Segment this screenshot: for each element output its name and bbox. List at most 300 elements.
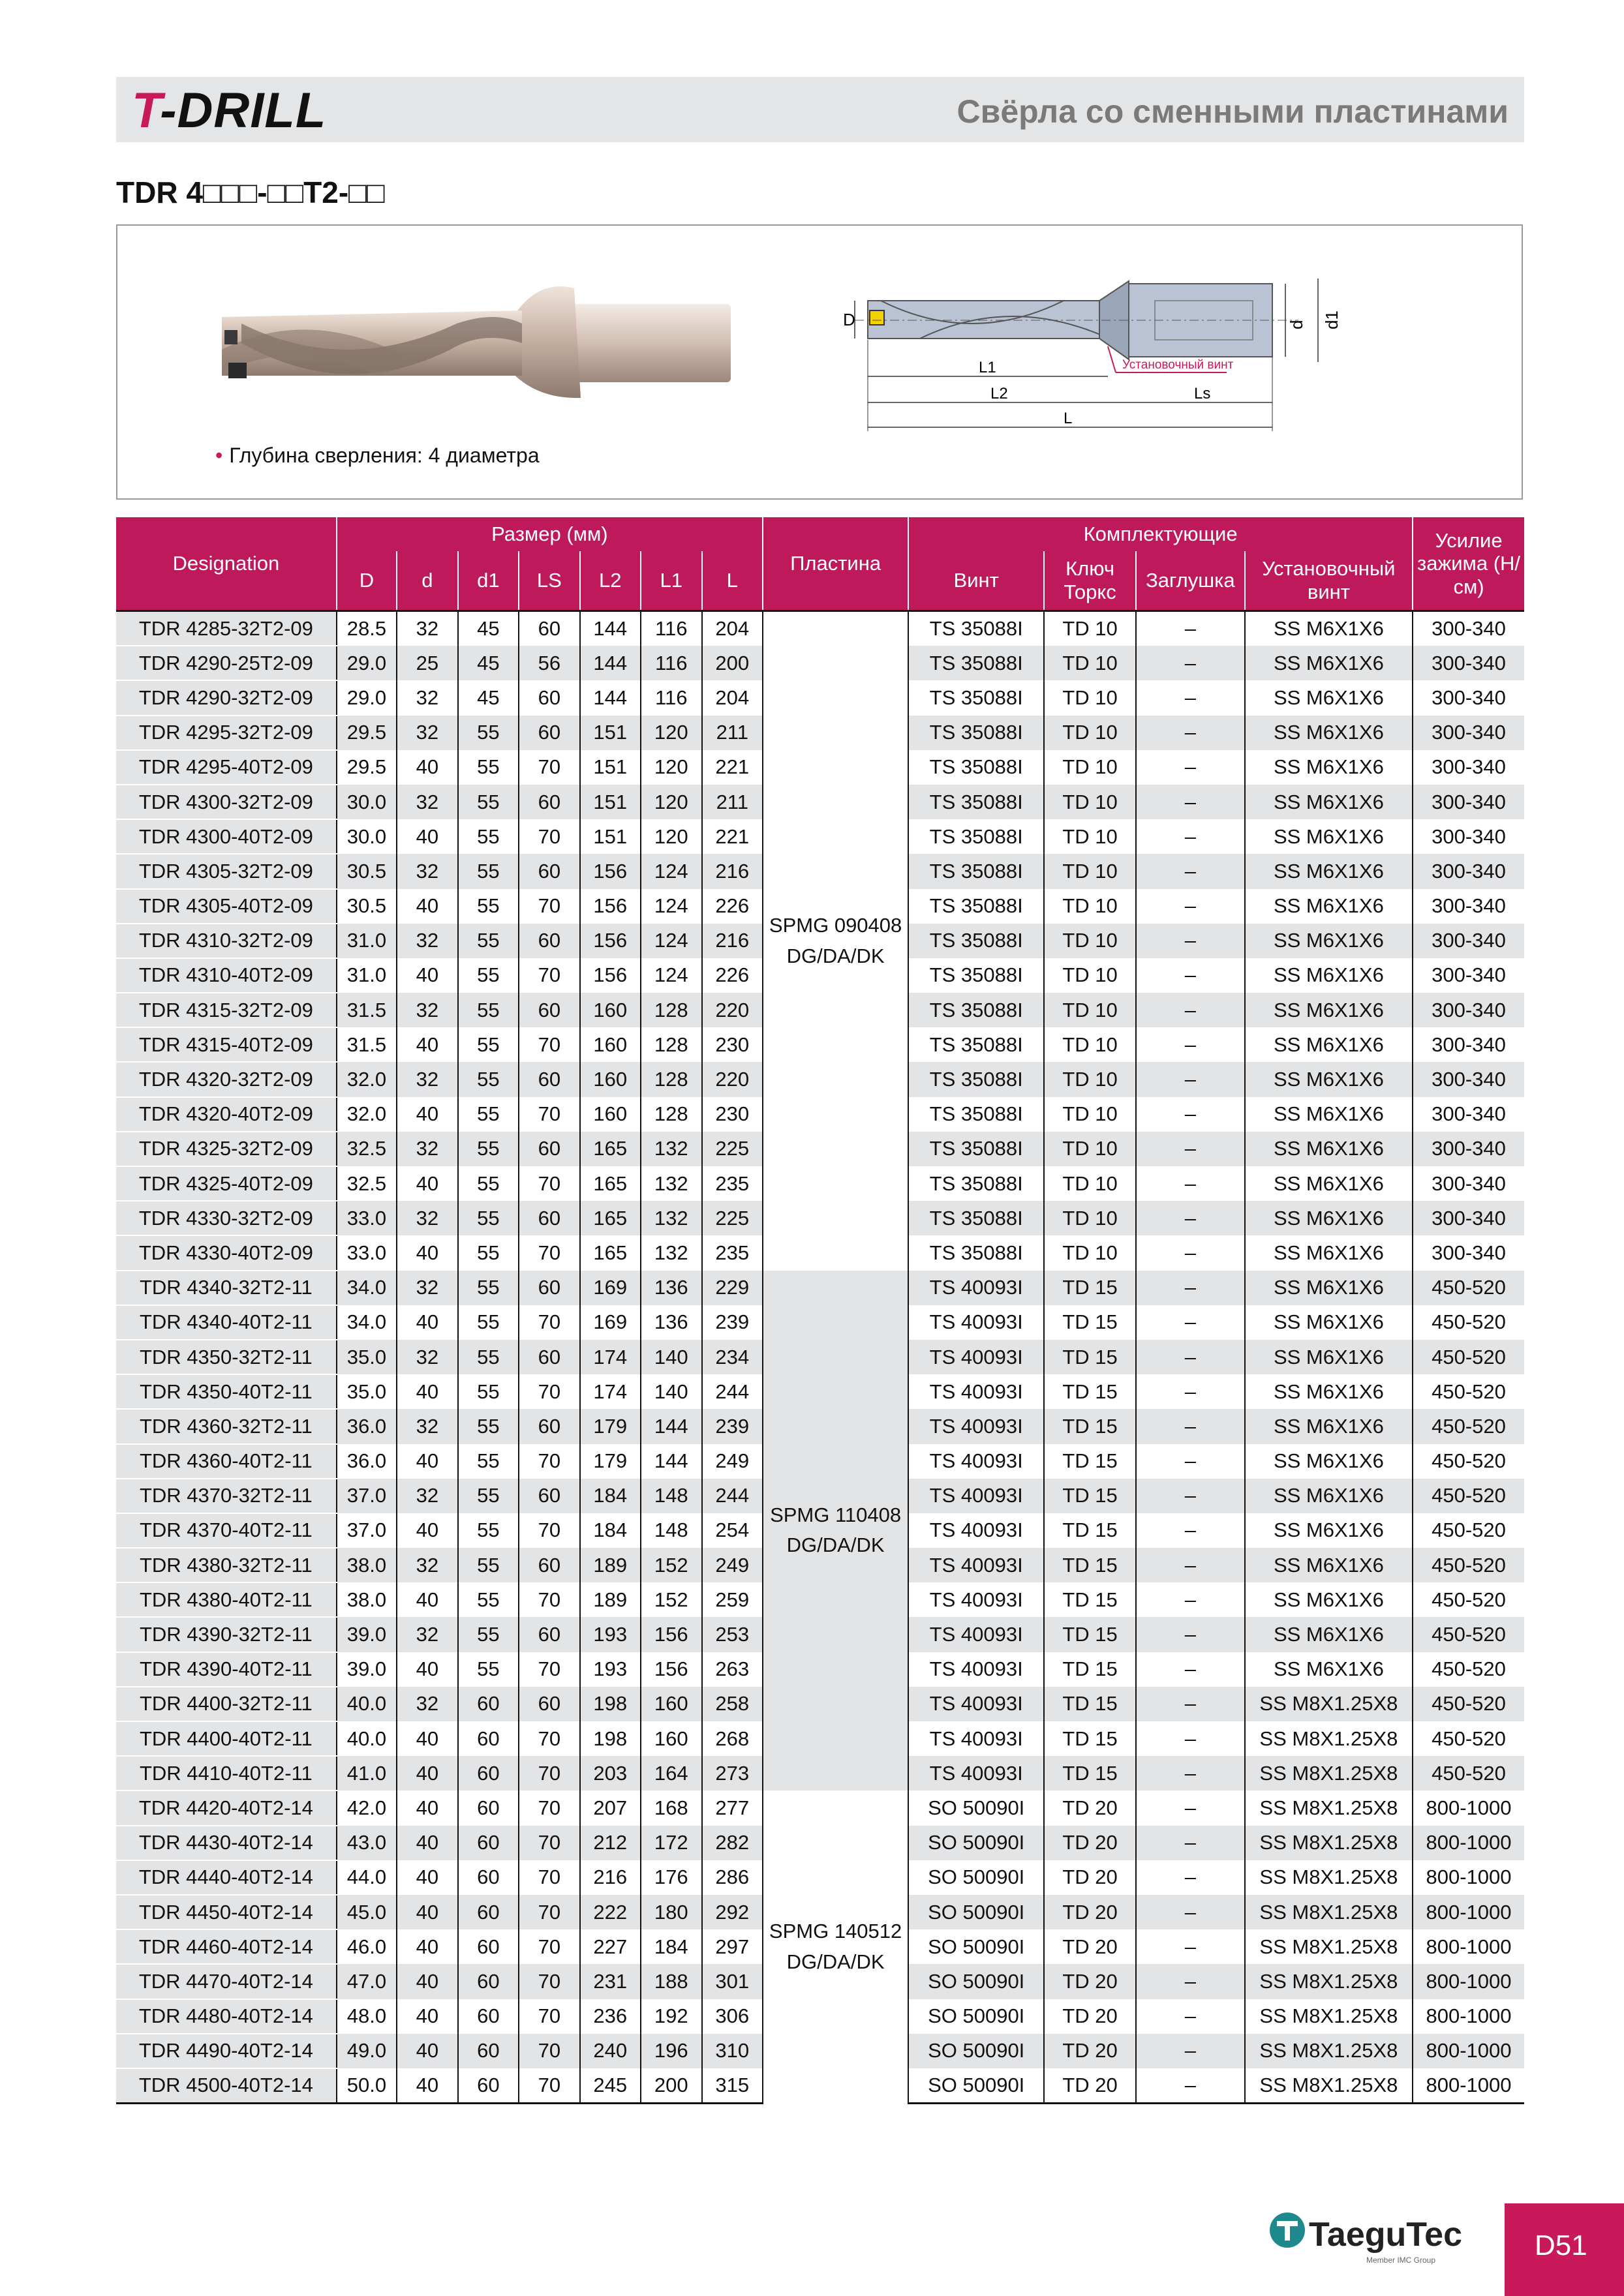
cell-L: 216 (702, 924, 763, 958)
cell-L1: 124 (641, 889, 701, 924)
cell-L1: 156 (641, 1652, 701, 1687)
cell-screw: TS 40093I (908, 1409, 1044, 1443)
cell-plug: – (1136, 889, 1245, 924)
cell-L1: 180 (641, 1895, 701, 1929)
col-insert: Пластина (763, 517, 908, 611)
cell-clamping-force: 800-1000 (1413, 2068, 1524, 2104)
cell-plug: – (1136, 1721, 1245, 1756)
cell-screw: TS 40093I (908, 1756, 1044, 1790)
cell-torx-key: TD 15 (1044, 1617, 1136, 1652)
cell-d1: 60 (458, 1999, 519, 2034)
cell-plug: – (1136, 1790, 1245, 1825)
cell-plug: – (1136, 2034, 1245, 2068)
cell-L: 221 (702, 750, 763, 785)
cell-L2: 240 (580, 2034, 641, 2068)
col-plug: Заглушка (1136, 551, 1245, 611)
cell-L: 235 (702, 1235, 763, 1270)
cell-d: 40 (397, 1929, 457, 1964)
cell-L2: 179 (580, 1444, 641, 1479)
cell-clamping-force: 450-520 (1413, 1548, 1524, 1582)
cell-plug: – (1136, 1201, 1245, 1235)
cell-clamping-force: 450-520 (1413, 1444, 1524, 1479)
cell-L1: 140 (641, 1374, 701, 1409)
cell-L2: 179 (580, 1409, 641, 1443)
technical-drawing (842, 275, 1507, 444)
table-body (116, 611, 1524, 2104)
cell-D: 38.0 (337, 1582, 397, 1617)
cell-L2: 165 (580, 1132, 641, 1166)
col-LS: LS (519, 551, 579, 611)
cell-plug: – (1136, 1062, 1245, 1096)
header-bar (116, 77, 1524, 142)
cell-d: 40 (397, 1964, 457, 1999)
cell-screw: SO 50090I (908, 1826, 1044, 1860)
cell-designation: TDR 4370-32T2-11 (116, 1479, 337, 1513)
cell-clamping-force: 300-340 (1413, 1027, 1524, 1062)
cell-LS: 70 (519, 1235, 579, 1270)
cell-screw: TS 40093I (908, 1479, 1044, 1513)
cell-L2: 174 (580, 1374, 641, 1409)
cell-L: 249 (702, 1444, 763, 1479)
cell-torx-key: TD 20 (1044, 1999, 1136, 2034)
cell-d1: 55 (458, 1513, 519, 1548)
cell-screw: TS 40093I (908, 1721, 1044, 1756)
cell-set-screw: SS M6X1X6 (1245, 1548, 1413, 1582)
cell-LS: 70 (519, 1513, 579, 1548)
cell-torx-key: TD 20 (1044, 1895, 1136, 1929)
cell-clamping-force: 300-340 (1413, 1166, 1524, 1201)
cell-L: 286 (702, 1860, 763, 1895)
cell-d1: 55 (458, 924, 519, 958)
cell-L: 229 (702, 1271, 763, 1305)
cell-L1: 152 (641, 1548, 701, 1582)
cell-d1: 55 (458, 1062, 519, 1096)
cell-designation: TDR 4300-40T2-09 (116, 819, 337, 854)
cell-d: 40 (397, 1652, 457, 1687)
cell-screw: TS 35088I (908, 646, 1044, 680)
cell-d1: 55 (458, 1548, 519, 1582)
cell-d: 40 (397, 1826, 457, 1860)
cell-d1: 60 (458, 1826, 519, 1860)
dim-Ls-label: Ls (1194, 385, 1211, 402)
cell-LS: 60 (519, 854, 579, 888)
cell-clamping-force: 300-340 (1413, 819, 1524, 854)
cell-L1: 132 (641, 1132, 701, 1166)
cell-plug: – (1136, 1305, 1245, 1340)
cell-LS: 70 (519, 1999, 579, 2034)
cell-D: 30.0 (337, 785, 397, 819)
cell-set-screw: SS M6X1X6 (1245, 1479, 1413, 1513)
cell-L1: 144 (641, 1409, 701, 1443)
cell-torx-key: TD 15 (1044, 1687, 1136, 1721)
cell-LS: 70 (519, 1721, 579, 1756)
cell-plug: – (1136, 1409, 1245, 1443)
cell-torx-key: TD 10 (1044, 750, 1136, 785)
cell-d1: 55 (458, 1097, 519, 1132)
cell-set-screw: SS M6X1X6 (1245, 1132, 1413, 1166)
cell-designation: TDR 4325-32T2-09 (116, 1132, 337, 1166)
cell-set-screw: SS M6X1X6 (1245, 1027, 1413, 1062)
cell-designation: TDR 4380-32T2-11 (116, 1548, 337, 1582)
drilling-depth-note: • Глубина сверления: 4 диаметра (215, 444, 540, 467)
cell-L: 253 (702, 1617, 763, 1652)
col-L2: L2 (580, 551, 641, 611)
cell-screw: TS 35088I (908, 1062, 1044, 1096)
cell-L1: 200 (641, 2068, 701, 2104)
cell-clamping-force: 450-520 (1413, 1756, 1524, 1790)
cell-plug: – (1136, 785, 1245, 819)
cell-LS: 70 (519, 1929, 579, 1964)
cell-L2: 144 (580, 611, 641, 646)
cell-d1: 55 (458, 1271, 519, 1305)
cell-L1: 148 (641, 1513, 701, 1548)
cell-torx-key: TD 15 (1044, 1756, 1136, 1790)
cell-set-screw: SS M6X1X6 (1245, 1271, 1413, 1305)
cell-plug: – (1136, 1271, 1245, 1305)
cell-set-screw: SS M6X1X6 (1245, 1374, 1413, 1409)
dim-L-label: L (1064, 410, 1073, 427)
cell-set-screw: SS M6X1X6 (1245, 680, 1413, 715)
cell-clamping-force: 300-340 (1413, 750, 1524, 785)
cell-torx-key: TD 15 (1044, 1548, 1136, 1582)
cell-plug: – (1136, 1548, 1245, 1582)
cell-screw: TS 35088I (908, 854, 1044, 888)
dim-L2-label: L2 (990, 385, 1008, 402)
cell-screw: TS 35088I (908, 611, 1044, 646)
cell-designation: TDR 4340-32T2-11 (116, 1271, 337, 1305)
cell-clamping-force: 450-520 (1413, 1582, 1524, 1617)
cell-screw: SO 50090I (908, 1860, 1044, 1895)
cell-D: 29.0 (337, 646, 397, 680)
cell-set-screw: SS M8X1.25X8 (1245, 1826, 1413, 1860)
cell-d1: 60 (458, 2068, 519, 2104)
cell-LS: 70 (519, 1756, 579, 1790)
cell-torx-key: TD 10 (1044, 785, 1136, 819)
cell-L1: 160 (641, 1687, 701, 1721)
cell-L1: 136 (641, 1271, 701, 1305)
cell-d: 40 (397, 1374, 457, 1409)
specifications-table (116, 517, 1524, 2104)
cell-L: 292 (702, 1895, 763, 1929)
cell-torx-key: TD 10 (1044, 646, 1136, 680)
t-drill-logo: T-DRILL (132, 83, 327, 138)
cell-D: 49.0 (337, 2034, 397, 2068)
col-group-size: Размер (мм) (337, 517, 763, 551)
cell-designation: TDR 4315-40T2-09 (116, 1027, 337, 1062)
cell-L1: 188 (641, 1964, 701, 1999)
table-row (116, 1790, 1524, 1825)
cell-clamping-force: 450-520 (1413, 1617, 1524, 1652)
cell-torx-key: TD 15 (1044, 1721, 1136, 1756)
col-clamping-force: Усилие зажима (Н/см) (1413, 517, 1524, 611)
cell-d1: 55 (458, 889, 519, 924)
cell-LS: 60 (519, 785, 579, 819)
cell-D: 39.0 (337, 1617, 397, 1652)
col-L1: L1 (641, 551, 701, 611)
cell-LS: 70 (519, 1964, 579, 1999)
cell-L1: 124 (641, 924, 701, 958)
cell-d1: 60 (458, 1860, 519, 1895)
cell-D: 31.5 (337, 993, 397, 1027)
cell-clamping-force: 300-340 (1413, 854, 1524, 888)
cell-LS: 70 (519, 1166, 579, 1201)
cell-d1: 55 (458, 958, 519, 993)
cell-D: 30.5 (337, 854, 397, 888)
cell-d1: 60 (458, 1790, 519, 1825)
cell-L2: 231 (580, 1964, 641, 1999)
cell-LS: 60 (519, 993, 579, 1027)
cell-L: 220 (702, 1062, 763, 1096)
cell-D: 32.0 (337, 1062, 397, 1096)
cell-LS: 70 (519, 1860, 579, 1895)
cell-clamping-force: 450-520 (1413, 1271, 1524, 1305)
cell-L1: 176 (641, 1860, 701, 1895)
cell-L: 315 (702, 2068, 763, 2104)
cell-set-screw: SS M6X1X6 (1245, 854, 1413, 888)
cell-L1: 196 (641, 2034, 701, 2068)
cell-clamping-force: 300-340 (1413, 785, 1524, 819)
cell-designation: TDR 4315-32T2-09 (116, 993, 337, 1027)
cell-screw: TS 40093I (908, 1513, 1044, 1548)
cell-d1: 45 (458, 646, 519, 680)
cell-torx-key: TD 10 (1044, 1201, 1136, 1235)
cell-L2: 184 (580, 1479, 641, 1513)
cell-L2: 165 (580, 1201, 641, 1235)
cell-clamping-force: 800-1000 (1413, 2034, 1524, 2068)
cell-screw: SO 50090I (908, 2068, 1044, 2104)
cell-d: 40 (397, 1305, 457, 1340)
cell-L2: 156 (580, 924, 641, 958)
cell-L: 234 (702, 1340, 763, 1374)
cell-torx-key: TD 15 (1044, 1479, 1136, 1513)
cell-L: 225 (702, 1132, 763, 1166)
cell-L2: 227 (580, 1929, 641, 1964)
cell-plug: – (1136, 1444, 1245, 1479)
cell-L1: 144 (641, 1444, 701, 1479)
cell-L2: 144 (580, 680, 641, 715)
cell-set-screw: SS M6X1X6 (1245, 889, 1413, 924)
cell-designation: TDR 4380-40T2-11 (116, 1582, 337, 1617)
page-number: D51 (1535, 2229, 1587, 2261)
cell-LS: 60 (519, 680, 579, 715)
page-tab (1505, 2203, 1624, 2296)
cell-d: 32 (397, 1409, 457, 1443)
cell-D: 38.0 (337, 1548, 397, 1582)
dim-L1-label: L1 (979, 359, 996, 376)
cell-set-screw: SS M6X1X6 (1245, 1235, 1413, 1270)
cell-torx-key: TD 15 (1044, 1271, 1136, 1305)
cell-torx-key: TD 10 (1044, 993, 1136, 1027)
cell-d: 32 (397, 854, 457, 888)
cell-L2: 160 (580, 1027, 641, 1062)
cell-d: 32 (397, 1132, 457, 1166)
cell-d1: 60 (458, 1721, 519, 1756)
cell-torx-key: TD 20 (1044, 2068, 1136, 2104)
cell-plug: – (1136, 1964, 1245, 1999)
cell-screw: SO 50090I (908, 2034, 1044, 2068)
cell-LS: 70 (519, 2068, 579, 2104)
cell-designation: TDR 4420-40T2-14 (116, 1790, 337, 1825)
cell-screw: TS 35088I (908, 924, 1044, 958)
cell-plug: – (1136, 854, 1245, 888)
cell-d: 40 (397, 889, 457, 924)
cell-L: 268 (702, 1721, 763, 1756)
cell-set-screw: SS M6X1X6 (1245, 750, 1413, 785)
cell-L1: 132 (641, 1235, 701, 1270)
cell-L1: 124 (641, 854, 701, 888)
cell-torx-key: TD 15 (1044, 1305, 1136, 1340)
cell-LS: 70 (519, 1027, 579, 1062)
cell-D: 32.5 (337, 1132, 397, 1166)
cell-L1: 128 (641, 1097, 701, 1132)
cell-set-screw: SS M8X1.25X8 (1245, 1999, 1413, 2034)
cell-designation: TDR 4370-40T2-11 (116, 1513, 337, 1548)
cell-L1: 116 (641, 646, 701, 680)
cell-torx-key: TD 10 (1044, 1166, 1136, 1201)
cell-clamping-force: 450-520 (1413, 1305, 1524, 1340)
cell-plug: – (1136, 819, 1245, 854)
cell-D: 45.0 (337, 1895, 397, 1929)
cell-LS: 70 (519, 1097, 579, 1132)
cell-plug: – (1136, 1166, 1245, 1201)
cell-L2: 174 (580, 1340, 641, 1374)
cell-D: 30.5 (337, 889, 397, 924)
cell-set-screw: SS M6X1X6 (1245, 993, 1413, 1027)
cell-screw: SO 50090I (908, 1999, 1044, 2034)
cell-set-screw: SS M8X1.25X8 (1245, 1860, 1413, 1895)
cell-torx-key: TD 15 (1044, 1409, 1136, 1443)
cell-L: 310 (702, 2034, 763, 2068)
cell-clamping-force: 450-520 (1413, 1652, 1524, 1687)
cell-screw: TS 35088I (908, 1132, 1044, 1166)
cell-screw: TS 35088I (908, 993, 1044, 1027)
cell-LS: 60 (519, 1687, 579, 1721)
cell-torx-key: TD 10 (1044, 819, 1136, 854)
cell-torx-key: TD 20 (1044, 1860, 1136, 1895)
cell-set-screw: SS M8X1.25X8 (1245, 2034, 1413, 2068)
cell-clamping-force: 300-340 (1413, 646, 1524, 680)
cell-plug: – (1136, 1826, 1245, 1860)
cell-d: 40 (397, 2068, 457, 2104)
cell-L: 239 (702, 1305, 763, 1340)
cell-insert: SPMG 140512 DG/DA/DK (763, 1790, 908, 2103)
cell-d: 32 (397, 716, 457, 750)
cell-designation: TDR 4490-40T2-14 (116, 2034, 337, 2068)
cell-screw: TS 40093I (908, 1652, 1044, 1687)
cell-screw: TS 35088I (908, 1027, 1044, 1062)
cell-d1: 55 (458, 1479, 519, 1513)
cell-d: 40 (397, 1166, 457, 1201)
cell-LS: 70 (519, 2034, 579, 2068)
cell-d: 40 (397, 1582, 457, 1617)
cell-LS: 70 (519, 750, 579, 785)
cell-clamping-force: 300-340 (1413, 993, 1524, 1027)
cell-L1: 148 (641, 1479, 701, 1513)
cell-LS: 56 (519, 646, 579, 680)
cell-d: 32 (397, 1201, 457, 1235)
cell-d1: 55 (458, 1409, 519, 1443)
product-code: TDR 4□□□-□□T2-□□ (116, 175, 385, 209)
cell-LS: 60 (519, 1409, 579, 1443)
cell-d: 40 (397, 1097, 457, 1132)
cell-clamping-force: 450-520 (1413, 1479, 1524, 1513)
cell-set-screw: SS M6X1X6 (1245, 785, 1413, 819)
cell-L: 235 (702, 1166, 763, 1201)
cell-L: 216 (702, 854, 763, 888)
cell-plug: – (1136, 1687, 1245, 1721)
cell-screw: TS 35088I (908, 819, 1044, 854)
cell-D: 35.0 (337, 1374, 397, 1409)
cell-L: 225 (702, 1201, 763, 1235)
cell-insert: SPMG 110408 DG/DA/DK (763, 1271, 908, 1791)
cell-L2: 165 (580, 1235, 641, 1270)
cell-L: 221 (702, 819, 763, 854)
cell-designation: TDR 4325-40T2-09 (116, 1166, 337, 1201)
cell-D: 29.5 (337, 716, 397, 750)
cell-screw: TS 35088I (908, 1166, 1044, 1201)
cell-set-screw: SS M6X1X6 (1245, 924, 1413, 958)
cell-torx-key: TD 10 (1044, 611, 1136, 646)
cell-torx-key: TD 10 (1044, 854, 1136, 888)
cell-clamping-force: 300-340 (1413, 611, 1524, 646)
cell-set-screw: SS M8X1.25X8 (1245, 1929, 1413, 1964)
brand-subtitle: Member IMC Group (1366, 2256, 1436, 2265)
cell-torx-key: TD 10 (1044, 1235, 1136, 1270)
cell-torx-key: TD 20 (1044, 1964, 1136, 1999)
cell-D: 33.0 (337, 1201, 397, 1235)
cell-screw: TS 35088I (908, 958, 1044, 993)
cell-d: 40 (397, 958, 457, 993)
cell-designation: TDR 4340-40T2-11 (116, 1305, 337, 1340)
cell-set-screw: SS M6X1X6 (1245, 611, 1413, 646)
cell-set-screw: SS M6X1X6 (1245, 1166, 1413, 1201)
cell-set-screw: SS M8X1.25X8 (1245, 1756, 1413, 1790)
cell-torx-key: TD 10 (1044, 958, 1136, 993)
cell-D: 44.0 (337, 1860, 397, 1895)
cell-designation: TDR 4390-32T2-11 (116, 1617, 337, 1652)
cell-L2: 245 (580, 2068, 641, 2104)
cell-d: 40 (397, 819, 457, 854)
table-row (116, 611, 1524, 646)
cell-D: 37.0 (337, 1513, 397, 1548)
cell-D: 47.0 (337, 1964, 397, 1999)
cell-d1: 55 (458, 750, 519, 785)
cell-d: 40 (397, 1721, 457, 1756)
cell-d1: 60 (458, 1964, 519, 1999)
cell-clamping-force: 300-340 (1413, 1201, 1524, 1235)
cell-d1: 55 (458, 1132, 519, 1166)
col-L: L (702, 551, 763, 611)
cell-plug: – (1136, 1756, 1245, 1790)
cell-D: 31.5 (337, 1027, 397, 1062)
cell-plug: – (1136, 924, 1245, 958)
cell-set-screw: SS M6X1X6 (1245, 1340, 1413, 1374)
cell-L1: 116 (641, 680, 701, 715)
cell-L2: 160 (580, 1097, 641, 1132)
cell-screw: SO 50090I (908, 1895, 1044, 1929)
cell-D: 29.5 (337, 750, 397, 785)
cell-d1: 55 (458, 1201, 519, 1235)
cell-L: 249 (702, 1548, 763, 1582)
cell-plug: – (1136, 646, 1245, 680)
cell-torx-key: TD 10 (1044, 924, 1136, 958)
cell-D: 41.0 (337, 1756, 397, 1790)
cell-screw: SO 50090I (908, 1964, 1044, 1999)
cell-designation: TDR 4400-40T2-11 (116, 1721, 337, 1756)
dim-d-label: d (1287, 320, 1306, 329)
cell-set-screw: SS M8X1.25X8 (1245, 1721, 1413, 1756)
cell-plug: – (1136, 1027, 1245, 1062)
